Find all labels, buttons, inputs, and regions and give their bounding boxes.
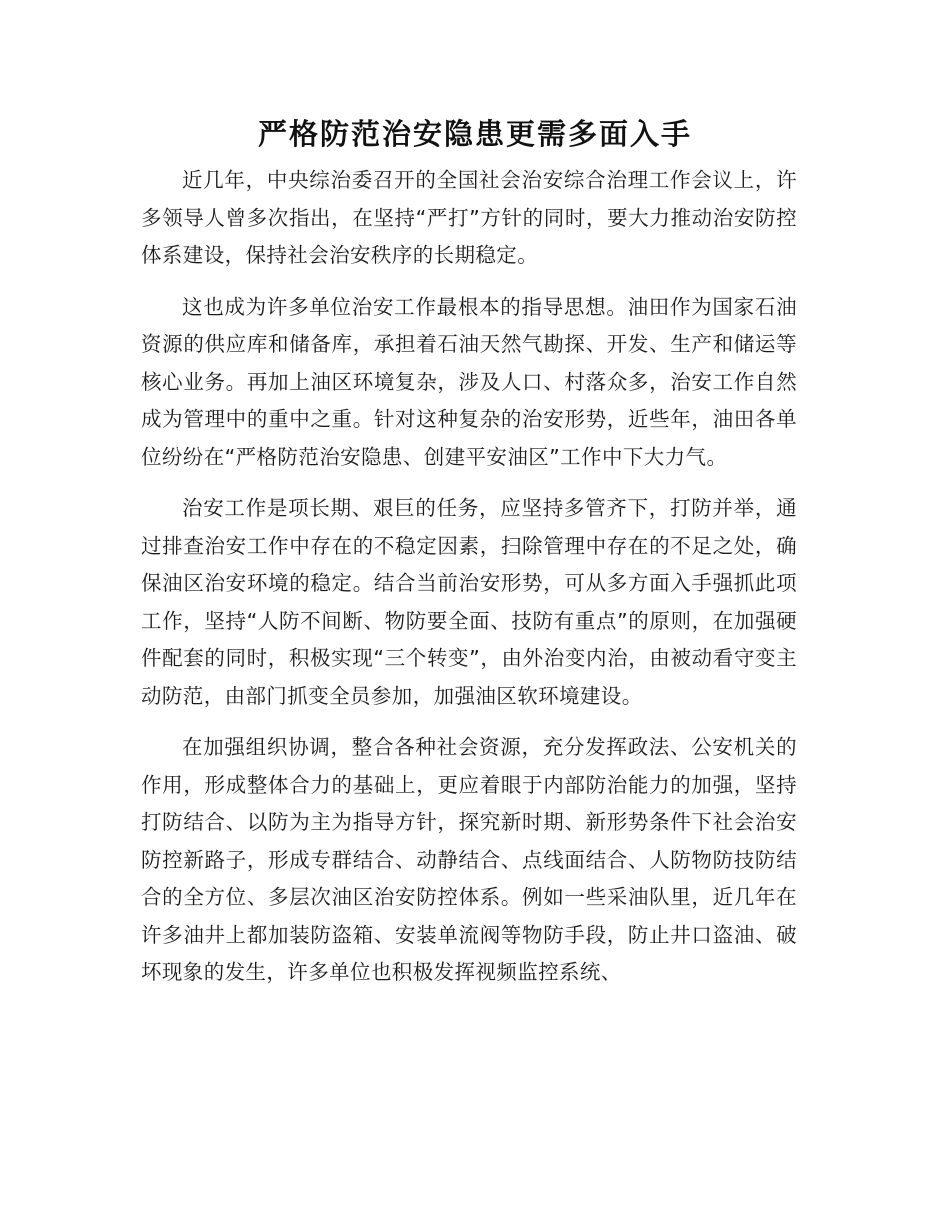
- paragraph-3: 治安工作是项长期、艰巨的任务，应坚持多管齐下，打防并举，通过排查治安工作中存在的不稳定因素，扫除管理中存在的不足之处，确保油区治安环境的稳定。结合当前治安形势，可从多方面入手强抓此项工作，坚持“人防不间断、物防要全面、技防有重点”的原则，在加强硬件配套的同时，积极实现“三个转变”，由外治变内治，由被动看守变主动防范，由部门抓变全员参加，加强油区软环境建设。: [141, 496, 797, 708]
- paragraph-4: 在加强组织协调，整合各种社会资源，充分发挥政法、公安机关的作用，形成整体合力的基础上，更应着眼于内部防治能力的加强，坚持打防结合、以防为主为指导方针，探究新时期、新形势条件下社会治安防控新路子，形成专群结合、动静结合、点线面结合、人防物防技防结合的全方位、多层次油区治安防控体系。例如一些采油队里，近几年在许多油井上都加装防盗箱、安装单流阀等物防手段，防止井口盗油、破坏现象的发生，许多单位也积极发挥视频监控系统、: [141, 735, 797, 984]
- document-title: 严格防范治安隐患更需多面入手: [257, 117, 692, 151]
- paragraph-1: 近几年，中央综治委召开的全国社会治安综合治理工作会议上，许多领导人曾多次指出，在坚持“严打”方针的同时，要大力推动治安防控体系建设，保持社会治安秩序的长期稳定。: [141, 168, 797, 267]
- paragraph-2: 这也成为许多单位治安工作最根本的指导思想。油田作为国家石油资源的供应库和储备库，承担着石油天然气勘探、开发、生产和储运等核心业务。再加上油区环境复杂，涉及人口、村落众多，治安工作自然成为管理中的重中之重。针对这种复杂的治安形势，近些年，油田各单位纷纷在“严格防范治安隐患、创建平安油区”工作中下大力气。: [141, 294, 797, 469]
- document-body: [141, 162, 797, 1006]
